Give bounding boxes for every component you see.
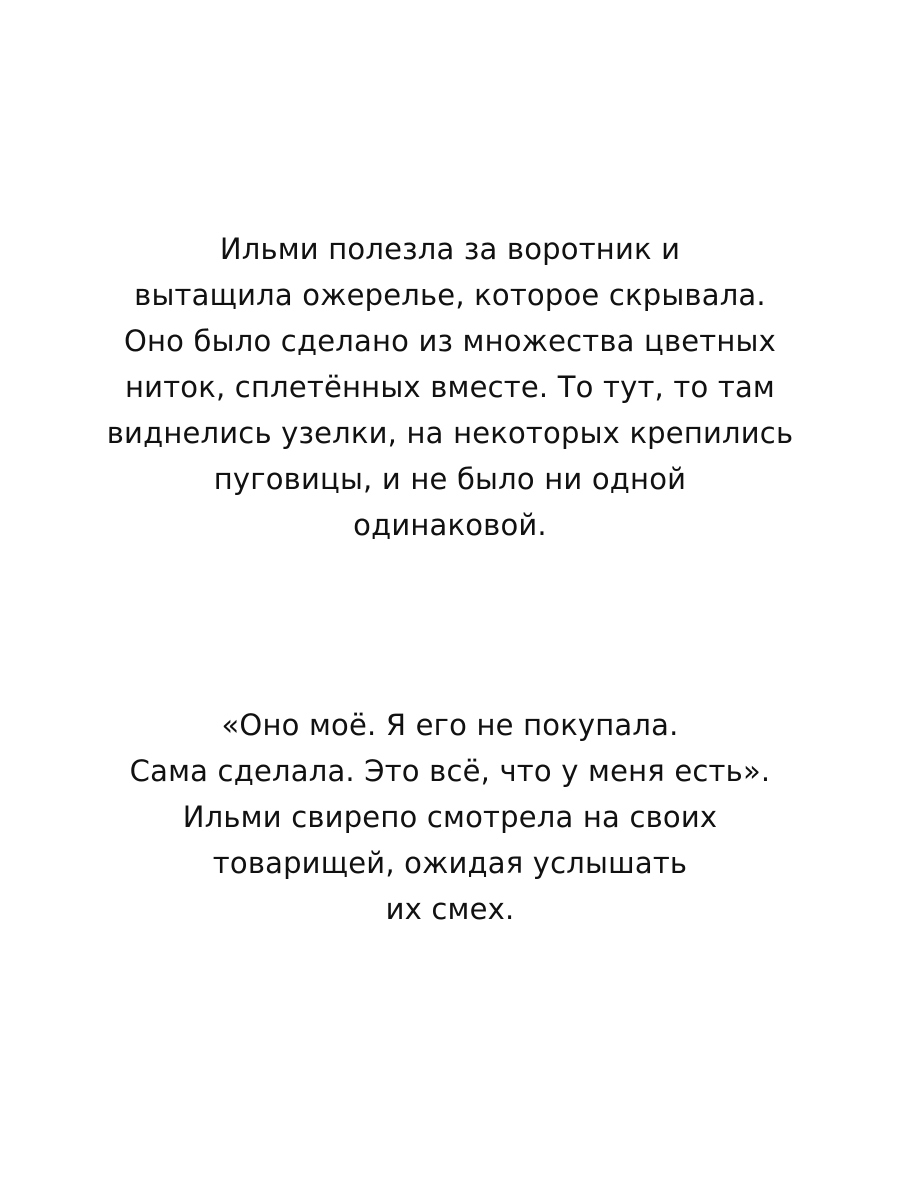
text-line: одинаковой. bbox=[353, 508, 547, 542]
text-line: Ильми полезла за воротник и bbox=[219, 232, 681, 266]
text-line: Сама сделала. Это всё, что у меня есть». bbox=[129, 754, 771, 788]
text-line: товарищей, ожидая услышать bbox=[212, 846, 688, 880]
text-line: их смех. bbox=[385, 892, 515, 926]
text-line: пуговицы, и не было ни одной bbox=[213, 462, 687, 496]
text-line: Ильми свирепо смотрела на своих bbox=[182, 800, 718, 834]
text-line: «Оно моё. Я его не покупала. bbox=[221, 708, 679, 742]
text-line: виднелись узелки, на некоторых крепились bbox=[106, 416, 794, 450]
text-line: ниток, сплетённых вместе. То тут, то там bbox=[125, 370, 775, 404]
text-line: вытащила ожерелье, которое скрывала. bbox=[134, 278, 766, 312]
text-paragraph-2 bbox=[0, 702, 900, 932]
text-paragraph-1 bbox=[0, 226, 900, 548]
text-line: Оно было сделано из множества цветных bbox=[123, 324, 777, 358]
